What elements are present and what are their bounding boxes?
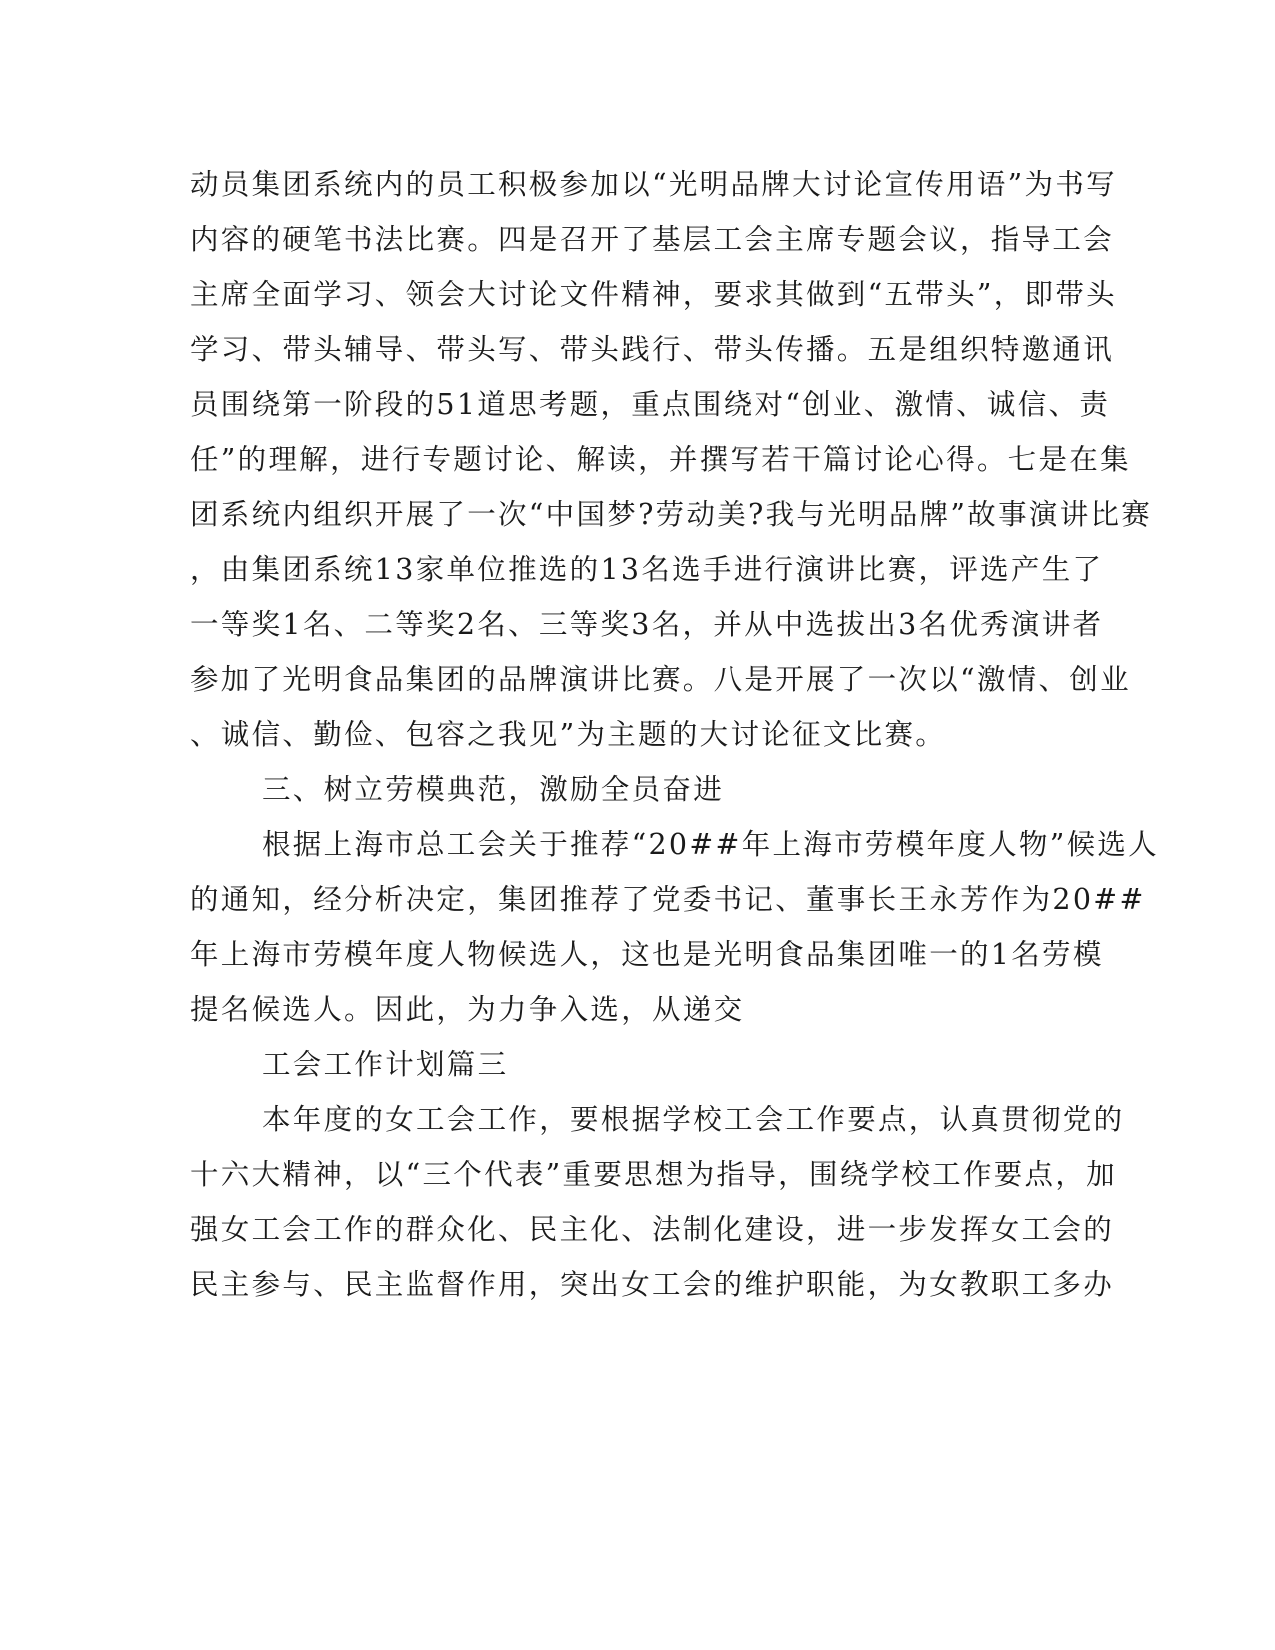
paragraph-line: 、诚信、勤俭、包容之我见”为主题的大讨论征文比赛。 — [190, 718, 947, 751]
paragraph-line: 的通知，经分析决定，集团推荐了党委书记、董事长王永芳作为20## — [190, 883, 1146, 916]
section-heading: 三、树立劳模典范，激励全员奋进 — [262, 773, 725, 806]
paragraph-line: 学习、带头辅导、带头写、带头践行、带头传播。五是组织特邀通讯 — [190, 333, 1115, 366]
paragraph-line: 动员集团系统内的员工积极参加以“光明品牌大讨论宣传用语”为书写 — [190, 168, 1117, 201]
paragraph-line: 十六大精神，以“三个代表”重要思想为指导，围绕学校工作要点，加 — [190, 1158, 1117, 1191]
paragraph-line: ，由集团系统13家单位推选的13名选手进行演讲比赛，评选产生了 — [190, 553, 1104, 586]
paragraph-line: 团系统内组织开展了一次“中国梦?劳动美?我与光明品牌”故事演讲比赛 — [190, 498, 1153, 531]
paragraph-line: 民主参与、民主监督作用，突出女工会的维护职能，为女教职工多办 — [190, 1268, 1115, 1301]
paragraph-line: 年上海市劳模年度人物候选人，这也是光明食品集团唯一的1名劳模 — [190, 938, 1104, 971]
paragraph-line: 一等奖1名、二等奖2名、三等奖3名，并从中选拔出3名优秀演讲者 — [190, 608, 1104, 641]
paragraph-line: 主席全面学习、领会大讨论文件精神，要求其做到“五带头”，即带头 — [190, 278, 1117, 311]
paragraph-line: 提名候选人。因此，为力争入选，从递交 — [190, 993, 745, 1026]
paragraph-line: 参加了光明食品集团的品牌演讲比赛。八是开展了一次以“激情、创业 — [190, 663, 1131, 696]
section-title: 工会工作计划篇三 — [262, 1048, 509, 1081]
paragraph-line: 任”的理解，进行专题讨论、解读，并撰写若干篇讨论心得。七是在集 — [190, 443, 1131, 476]
paragraph-line: 员围绕第一阶段的51道思考题，重点围绕对“创业、激情、诚信、责 — [190, 388, 1111, 421]
paragraph-line: 本年度的女工会工作，要根据学校工会工作要点，认真贯彻党的 — [262, 1103, 1125, 1136]
paragraph-line: 内容的硬笔书法比赛。四是召开了基层工会主席专题会议，指导工会 — [190, 223, 1115, 256]
paragraph-line: 强女工会工作的群众化、民主化、法制化建设，进一步发挥女工会的 — [190, 1213, 1115, 1246]
paragraph-line: 根据上海市总工会关于推荐“20##年上海市劳模年度人物”候选人 — [262, 828, 1159, 861]
